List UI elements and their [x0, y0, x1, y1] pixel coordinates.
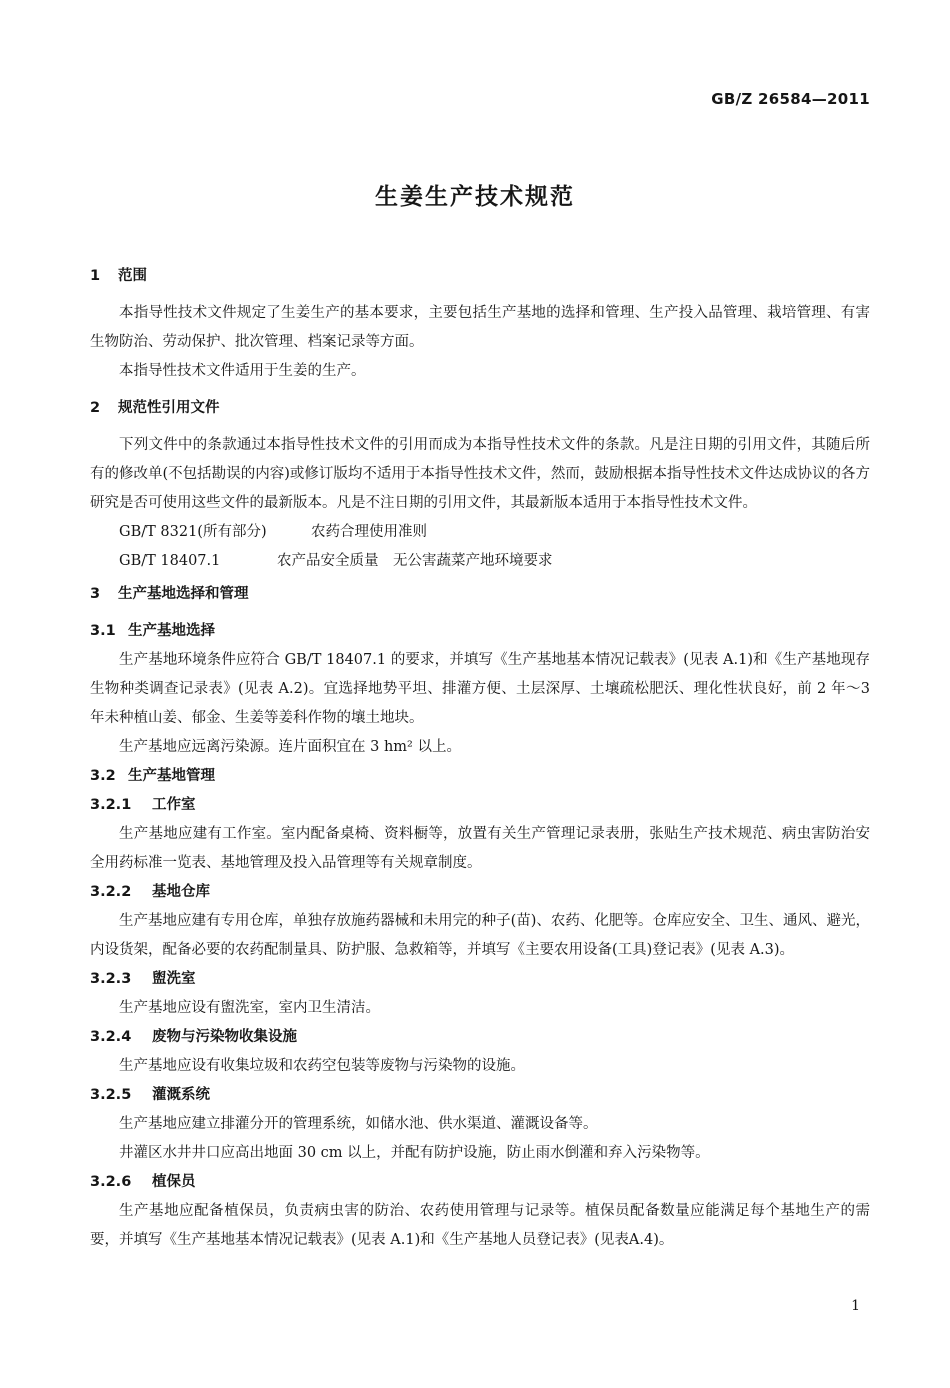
paragraph: 井灌区水井井口应高出地面 30 cm 以上，并配有防护设施，防止雨水倒灌和弃入污染物等。 — [119, 1145, 710, 1161]
paragraph: 下列文件中的条款通过本指导性技术文件的引用而成为本指导性技术文件的条款。凡是注日期的引用文件，其随后所有的修改单(不包括勘误的内容)或修订版均不适用于本指导性技术文件，然而，鼓励根据本指导性技术文件达成协议的各方研究是否可使用这些文件的最新版本。凡是不注日期的引用文件，其最新版本适用于本指导性技术文件。 — [90, 437, 870, 511]
section-number: 1 — [90, 268, 101, 284]
section-title: 工作室 — [152, 797, 196, 813]
section-number: 3.2.5 — [90, 1087, 132, 1103]
section-number: 3.2 — [90, 768, 116, 784]
normative-reference — [90, 518, 870, 547]
section-number: 2 — [90, 400, 101, 416]
document-title: 生姜生产技术规范 — [375, 184, 575, 210]
section-title: 植保员 — [152, 1174, 196, 1190]
paragraph: 生产基地应设有盥洗室，室内卫生清洁。 — [119, 1000, 380, 1016]
paragraph: 生产基地应建有工作室。室内配备桌椅、资料橱等，放置有关生产管理记录表册，张贴生产技术规范、病虫害防治安全用药标准一览表、基地管理及投入品管理等有关规章制度。 — [90, 826, 870, 871]
paragraph: 生产基地应远离污染源。连片面积宜在 3 hm² 以上。 — [119, 739, 461, 755]
section-title: 生产基地管理 — [128, 768, 215, 784]
paragraph: 生产基地应设有收集垃圾和农药空包装等废物与污染物的设施。 — [119, 1058, 525, 1074]
standard-code: GB/Z 26584—2011 — [711, 90, 870, 108]
section-number: 3 — [90, 586, 101, 602]
clause-heading-3-2-2 — [90, 878, 870, 907]
clause-heading-3-2-1 — [90, 791, 870, 820]
document-body — [90, 258, 870, 1255]
clause-heading-3-2-4 — [90, 1023, 870, 1052]
section-heading-2 — [90, 394, 870, 423]
paragraph: 本指导性技术文件适用于生姜的生产。 — [119, 363, 366, 379]
section-title: 废物与污染物收集设施 — [152, 1029, 297, 1045]
section-number: 3.2.2 — [90, 884, 132, 900]
subsection-heading-3-1 — [90, 617, 870, 646]
clause-heading-3-2-6 — [90, 1168, 870, 1197]
section-number: 3.2.1 — [90, 797, 132, 813]
section-title: 范围 — [118, 268, 147, 284]
section-title: 生产基地选择 — [128, 623, 215, 639]
section-number: 3.2.4 — [90, 1029, 132, 1045]
page-number: 1 — [851, 1298, 860, 1314]
section-title: 灌溉系统 — [152, 1087, 210, 1103]
section-number: 3.2.3 — [90, 971, 132, 987]
section-number: 3.1 — [90, 623, 116, 639]
section-title: 生产基地选择和管理 — [118, 586, 249, 602]
paragraph: 生产基地应建立排灌分开的管理系统，如储水池、供水渠道、灌溉设备等。 — [119, 1116, 598, 1132]
clause-heading-3-2-5 — [90, 1081, 870, 1110]
section-title: 基地仓库 — [152, 884, 210, 900]
reference-code: GB/T 8321(所有部分) — [119, 524, 267, 540]
section-title: 盥洗室 — [152, 971, 196, 987]
paragraph: 本指导性技术文件规定了生姜生产的基本要求，主要包括生产基地的选择和管理、生产投入品管理、栽培管理、有害生物防治、劳动保护、批次管理、档案记录等方面。 — [90, 305, 870, 350]
reference-title: 农药合理使用准则 — [311, 524, 427, 540]
reference-code: GB/T 18407.1 — [119, 553, 221, 569]
paragraph: 生产基地应配备植保员，负责病虫害的防治、农药使用管理与记录等。植保员配备数量应能满足每个基地生产的需要，并填写《生产基地基本情况记载表》(见表 A.1)和《生产基地人员登记表》(见表A.4)。 — [90, 1203, 870, 1248]
paragraph: 生产基地应建有专用仓库，单独存放施药器械和未用完的种子(苗)、农药、化肥等。仓库应安全、卫生、通风、避光，内设货架，配备必要的农药配制量具、防护服、急救箱等，并填写《主要农用设备(工具)登记表》(见表 A.3)。 — [90, 913, 870, 958]
paragraph: 生产基地环境条件应符合 GB/T 18407.1 的要求，并填写《生产基地基本情况记载表》(见表 A.1)和《生产基地现存生物种类调查记录表》(见表 A.2)。宜选择地势平坦、排灌方便、土层深厚、土壤疏松肥沃、理化性状良好，前 2 年～3 年未种植山姜、郁金、生姜等姜科作物的壤土地块。 — [90, 652, 870, 726]
section-title: 规范性引用文件 — [118, 400, 220, 416]
reference-title: 农产品安全质量 无公害蔬菜产地环境要求 — [277, 553, 553, 569]
normative-reference — [90, 547, 870, 576]
section-heading-3 — [90, 580, 870, 609]
section-heading-1 — [90, 262, 870, 291]
section-number: 3.2.6 — [90, 1174, 132, 1190]
subsection-heading-3-2 — [90, 762, 870, 791]
clause-heading-3-2-3 — [90, 965, 870, 994]
